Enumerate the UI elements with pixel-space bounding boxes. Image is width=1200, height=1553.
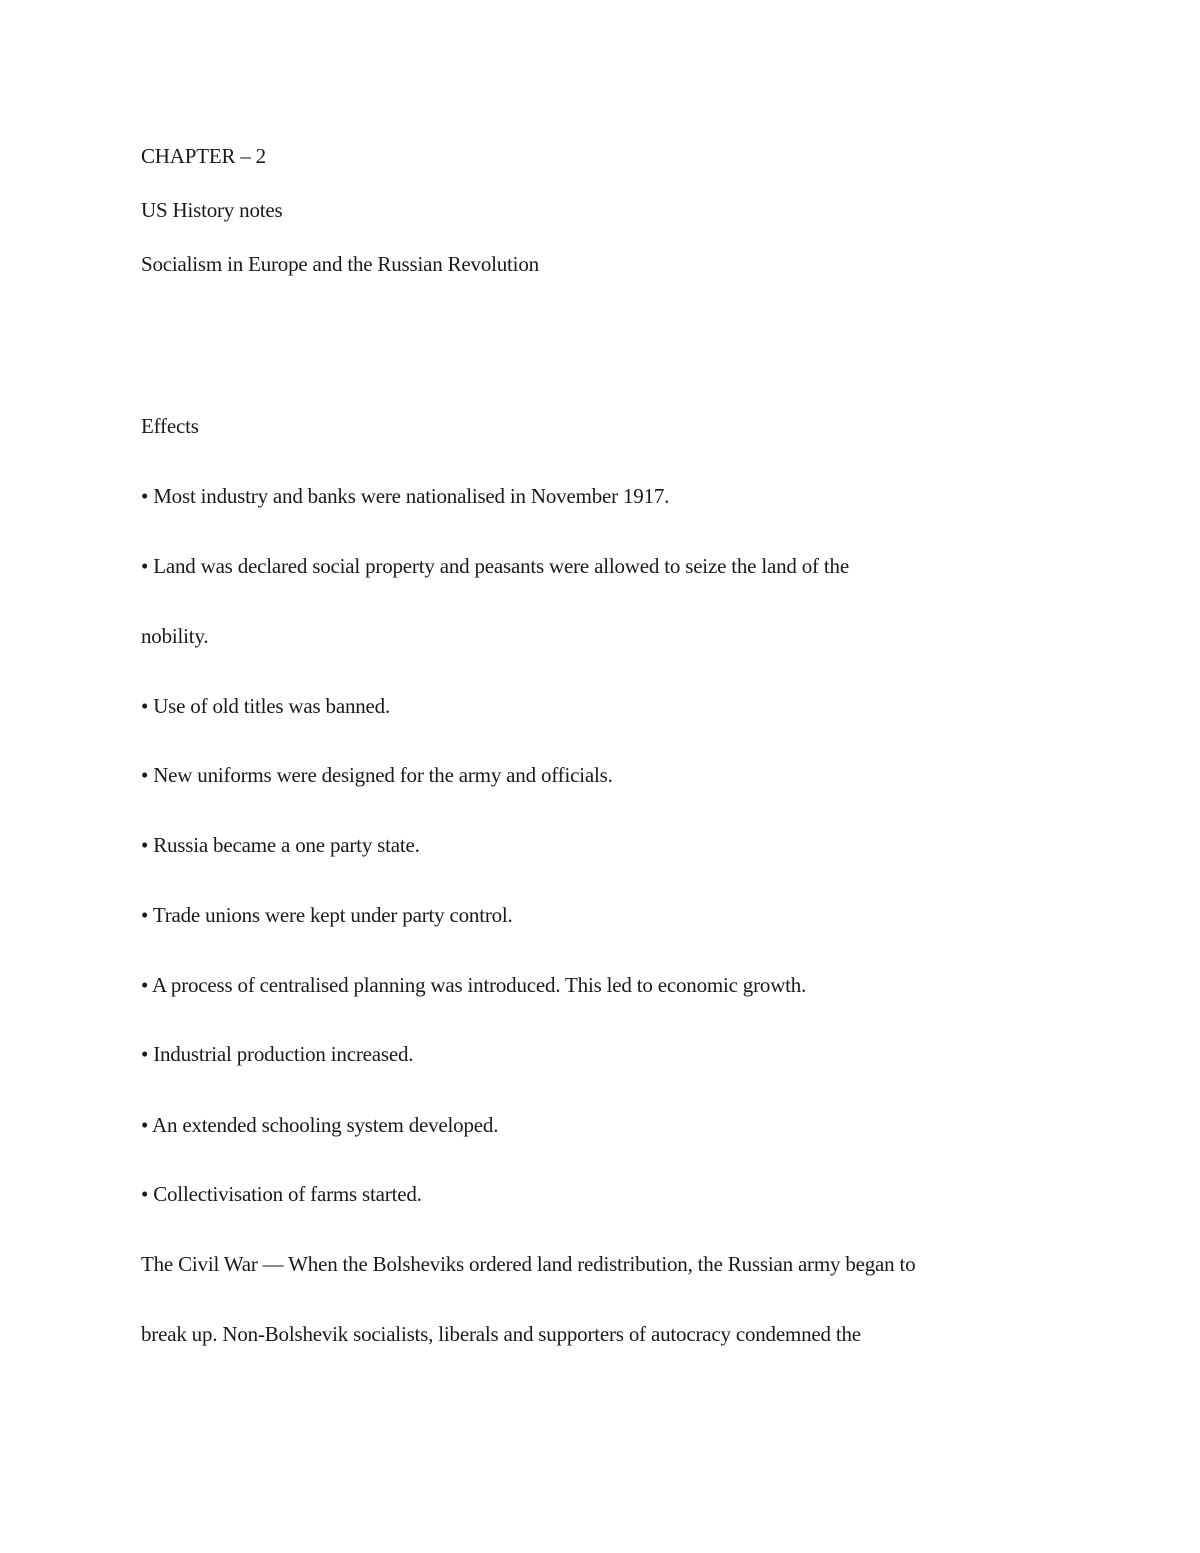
bullet-item: • Land was declared social property and peasants were allowed to seize the land of the	[141, 554, 849, 578]
bullet-item: • New uniforms were designed for the army and officials.	[141, 763, 613, 787]
bullet-item: • Most industry and banks were nationalised in November 1917.	[141, 484, 670, 508]
bullet-item: • Use of old titles was banned.	[141, 694, 391, 718]
bullet-item: • Russia became a one party state.	[141, 833, 420, 857]
bullet-item: • Industrial production increased.	[141, 1042, 414, 1066]
section-heading: Effects	[141, 414, 199, 438]
document-title: Socialism in Europe and the Russian Revolution	[141, 252, 539, 276]
paragraph-line: break up. Non-Bolshevik socialists, liberals and supporters of autocracy condemned the	[141, 1322, 861, 1346]
paragraph-line: The Civil War — When the Bolsheviks ordered land redistribution, the Russian army began to	[141, 1252, 916, 1276]
subject-label: US History notes	[141, 198, 283, 222]
bullet-item-continuation: nobility.	[141, 624, 209, 648]
bullet-item: • Trade unions were kept under party control.	[141, 903, 513, 927]
chapter-label: CHAPTER – 2	[141, 144, 266, 168]
bullet-item: • Collectivisation of farms started.	[141, 1182, 422, 1206]
bullet-item: • A process of centralised planning was introduced. This led to economic growth.	[141, 973, 807, 997]
bullet-item: • An extended schooling system developed.	[141, 1113, 499, 1137]
